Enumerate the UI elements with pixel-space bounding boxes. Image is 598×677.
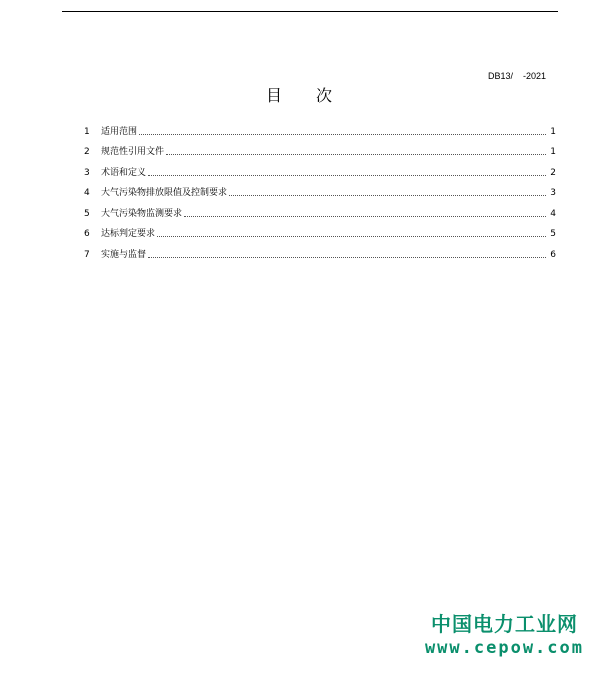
toc-entry[interactable] xyxy=(84,199,556,220)
toc-entry-label: 大气污染物排放限值及控制要求 xyxy=(101,188,228,198)
toc-entry-page: 1 xyxy=(550,147,556,157)
toc-entry-page: 2 xyxy=(550,167,556,178)
toc-entry-number: 5 xyxy=(84,208,90,219)
toc-entry-label: 大气污染物监测要求 xyxy=(101,208,183,219)
toc-entry-label: 达标判定要求 xyxy=(101,229,156,239)
toc-entry-page: 6 xyxy=(550,249,556,260)
toc-entry-number: 2 xyxy=(84,147,90,157)
toc-entry[interactable] xyxy=(84,158,556,179)
toc-entry[interactable] xyxy=(84,220,556,241)
toc-leader-dots xyxy=(184,216,546,217)
toc-entry-number: 7 xyxy=(84,249,90,260)
watermark-site-url[interactable]: www.cepow.com xyxy=(424,638,584,658)
toc-title xyxy=(0,83,598,106)
toc-entry[interactable] xyxy=(84,117,556,138)
toc-leader-dots xyxy=(166,154,546,155)
toc-entry-label: 规范性引用文件 xyxy=(101,147,165,157)
header-rule xyxy=(62,11,558,12)
toc-entry-number: 6 xyxy=(84,229,90,239)
document-code: DB13/ -2021 xyxy=(487,71,546,81)
toc-entry[interactable] xyxy=(84,138,556,159)
toc-leader-dots xyxy=(229,195,546,196)
toc-title-char-2: 次 xyxy=(316,86,333,105)
toc-entry-label: 实施与监督 xyxy=(101,249,147,260)
toc-leader-dots xyxy=(157,236,546,237)
table-of-contents xyxy=(84,117,556,261)
toc-entry-number: 3 xyxy=(84,167,90,178)
toc-entry-page: 3 xyxy=(550,188,556,198)
toc-entry-number: 4 xyxy=(84,188,90,198)
toc-entry-page: 5 xyxy=(550,229,556,239)
toc-entry-page: 4 xyxy=(550,208,556,219)
toc-leader-dots xyxy=(148,175,546,176)
toc-entry-page: 1 xyxy=(550,126,556,137)
watermark-site-name: 中国电力工业网 xyxy=(431,612,578,636)
toc-entry[interactable] xyxy=(84,240,556,261)
toc-entry-label: 适用范围 xyxy=(101,126,138,137)
toc-entry[interactable] xyxy=(84,179,556,200)
toc-leader-dots xyxy=(139,134,546,135)
toc-leader-dots xyxy=(148,257,546,258)
toc-entry-label: 术语和定义 xyxy=(101,167,147,178)
toc-entry-number: 1 xyxy=(84,126,90,137)
toc-title-char-1: 目 xyxy=(265,86,282,105)
